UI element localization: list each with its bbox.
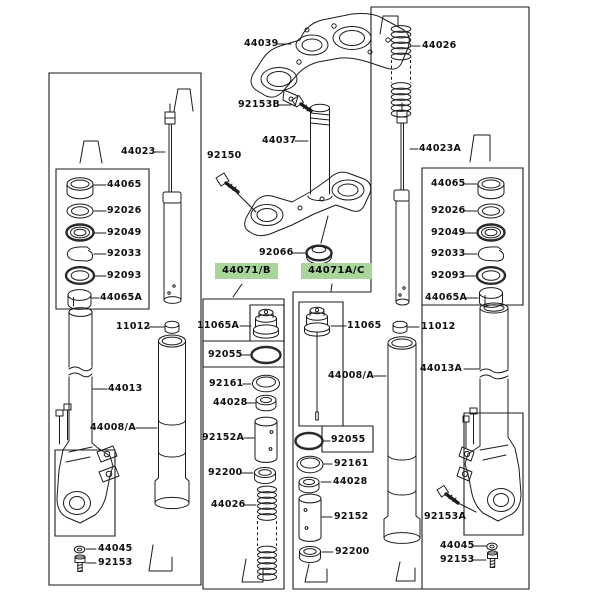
- label-left-oring: 92055: [208, 349, 243, 360]
- label-right-washer2: 92161: [334, 458, 369, 469]
- right-washer-bolt-drawing: [487, 543, 498, 567]
- label-left-spring: 44026: [211, 499, 246, 510]
- left-seal-stack-drawing: [66, 178, 94, 310]
- left-outer-tube-drawing: [155, 335, 189, 509]
- label-left-bearing: 92049: [107, 227, 142, 238]
- label-right-spring: 44026: [422, 40, 457, 51]
- right-bushing-drawing: [393, 321, 407, 333]
- left-washer-bolt-drawing: [74, 546, 85, 571]
- label-left-spacer: 92026: [107, 205, 142, 216]
- label-right-guide: 44028: [333, 476, 368, 487]
- label-left-inner-tube: 44013: [108, 383, 143, 394]
- right-damper-parts-drawing: [296, 307, 330, 562]
- bottom-triple-clamp-drawing: [245, 172, 371, 235]
- label-left-washer2: 92161: [209, 378, 244, 389]
- label-right-bearing: 92049: [431, 227, 466, 238]
- label-left-plug: 11065A: [197, 320, 240, 331]
- label-left-collar: 44065A: [100, 292, 143, 303]
- axle-clamp-bolt-drawing: [437, 486, 458, 504]
- label-left-guide: 44028: [213, 397, 248, 408]
- label-right-inner-tube: 44013A: [420, 363, 463, 374]
- right-spring-drawing: [391, 26, 411, 117]
- leader-lines: [86, 44, 486, 563]
- label-right-bolt: 92153: [440, 554, 475, 565]
- stem-bearing-drawing: [307, 246, 332, 264]
- top-clamp-bolt-drawing: [292, 96, 311, 112]
- left-fork-leg-drawing: [56, 308, 119, 523]
- label-right-outer-tube: 44008/A: [328, 370, 374, 381]
- stem-bolt-drawing: [216, 173, 238, 192]
- label-left-damper-rod: 44023: [121, 146, 156, 157]
- label-left-ring: 92200: [208, 467, 243, 478]
- right-damper-rod-drawing: [394, 103, 409, 305]
- label-left-cylinder: 92152A: [202, 432, 245, 443]
- label-left-cap: 44065: [107, 179, 142, 190]
- label-left-washer: 44045: [98, 543, 133, 554]
- right-seal-stack-drawing: [477, 178, 505, 308]
- label-top-clamp-bolt: 92153B: [238, 99, 281, 110]
- label-right-damper-rod: 44023A: [419, 143, 462, 154]
- label-left-oil-seal: 92093: [107, 270, 142, 281]
- label-right-plug: 11065: [347, 320, 382, 331]
- left-damper-rod-drawing: [163, 104, 181, 303]
- label-right-spacer: 92026: [431, 205, 466, 216]
- label-steering-stem: 44037: [262, 135, 297, 146]
- right-outer-tube-drawing: [384, 337, 420, 544]
- label-stem-bearing: 92066: [259, 247, 294, 258]
- label-right-cap: 44065: [431, 178, 466, 189]
- right-fork-leg-drawing: [457, 303, 521, 521]
- label-stem-bolt: 92150: [207, 150, 242, 161]
- label-left-circlip: 92033: [107, 248, 142, 259]
- label-right-collar: 44065A: [425, 292, 468, 303]
- label-right-circlip: 92033: [431, 248, 466, 259]
- label-right-oil-seal: 92093: [431, 270, 466, 281]
- top-triple-clamp-drawing: [251, 14, 409, 107]
- label-left-bolt: 92153: [98, 557, 133, 568]
- left-spring-drawing: [258, 486, 277, 580]
- label-right-ring: 92200: [335, 546, 370, 557]
- label-right-bushing: 11012: [421, 321, 456, 332]
- label-right-oring: 92055: [331, 434, 366, 445]
- highlight-label-right-assembly: 44071A/C: [301, 263, 372, 279]
- label-top-clamp: 44039: [244, 38, 279, 49]
- label-right-axle-bolt: 92153A: [424, 511, 467, 522]
- label-left-outer-tube: 44008/A: [90, 422, 136, 433]
- label-right-washer: 44045: [440, 540, 475, 551]
- highlight-label-left-assembly: 44071/B: [215, 263, 278, 279]
- label-right-cylinder: 92152: [334, 511, 369, 522]
- label-left-bushing: 11012: [116, 321, 151, 332]
- left-damper-parts-drawing: [252, 309, 281, 580]
- left-bushing-drawing: [165, 321, 179, 333]
